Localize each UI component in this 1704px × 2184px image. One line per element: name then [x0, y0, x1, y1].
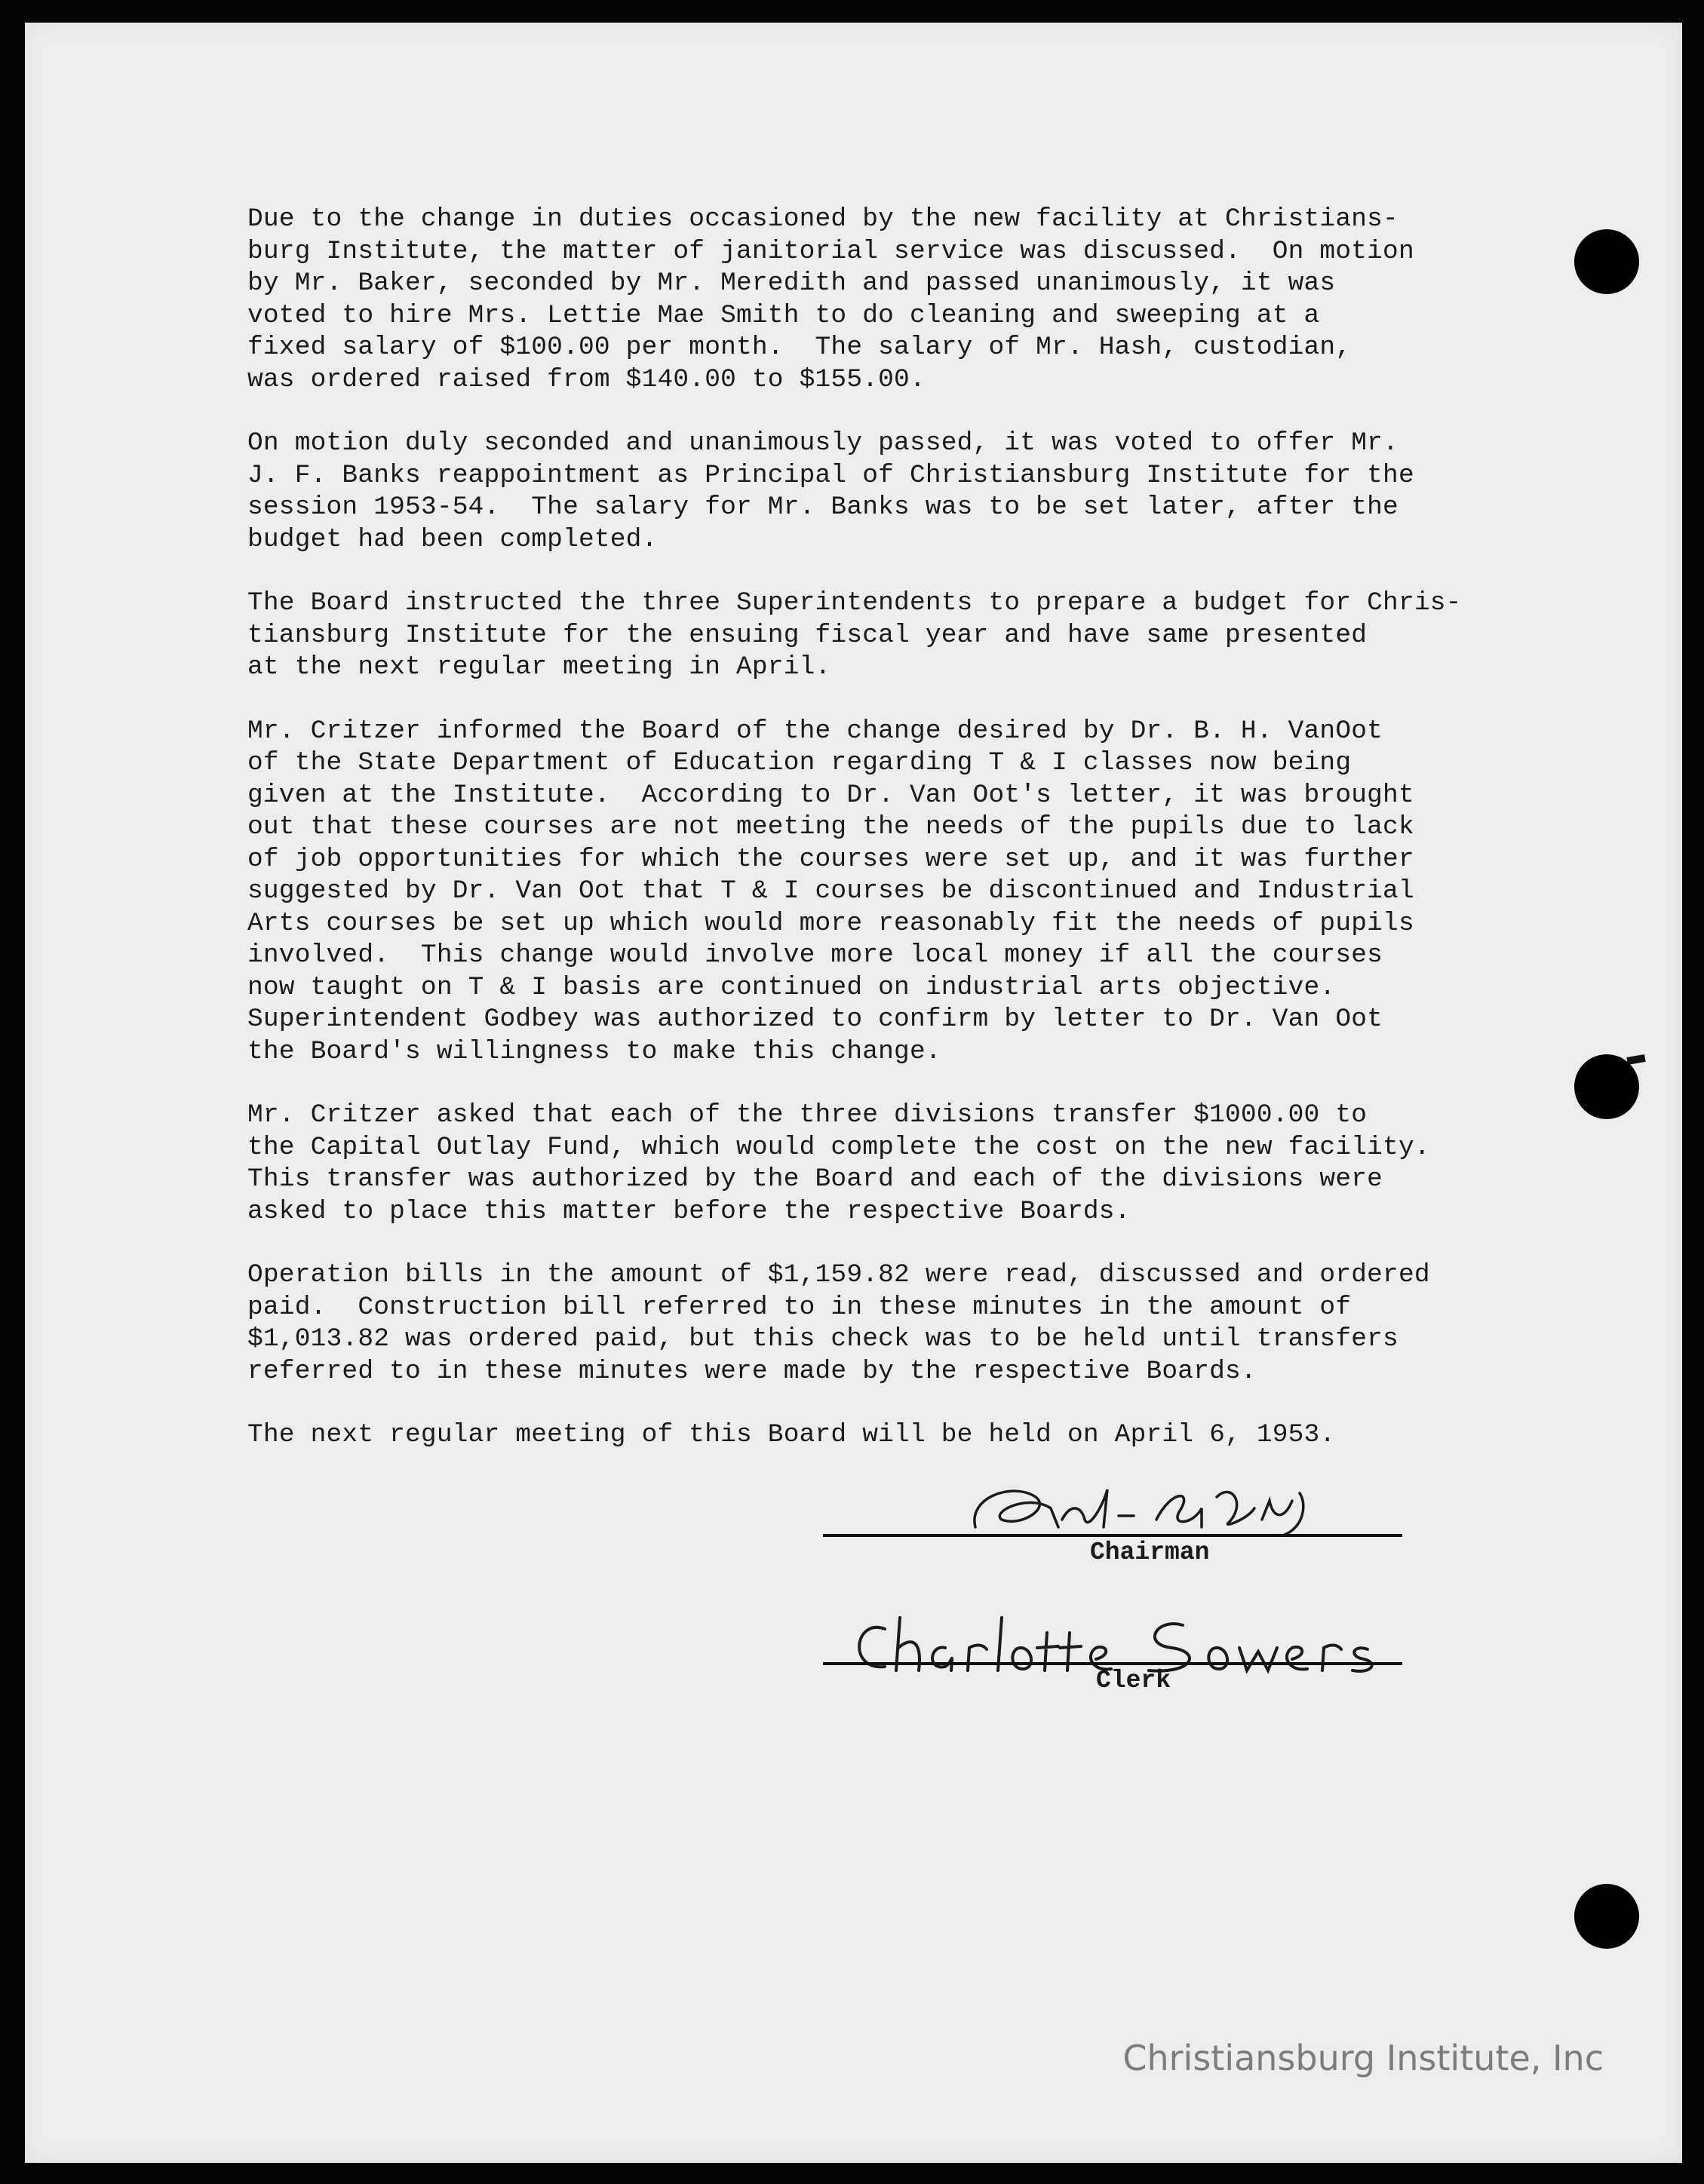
text-line: the Board's willingness to make this change.: [247, 1036, 941, 1066]
document-page: [25, 23, 1682, 2163]
text-line: suggested by Dr. Van Oot that T & I courses be discontinued and Industrial: [247, 876, 1414, 906]
text-line: at the next regular meeting in April.: [247, 652, 831, 682]
text-line: The Board instructed the three Superintendents to prepare a budget for Chris-: [247, 588, 1462, 618]
text-line: tiansburg Institute for the ensuing fiscal year and have same presented: [247, 620, 1368, 650]
text-line: by Mr. Baker, seconded by Mr. Meredith and passed unanimously, it was: [247, 268, 1336, 298]
text-line: paid. Construction bill referred to in these minutes in the amount of: [247, 1292, 1352, 1322]
text-line: Mr. Critzer asked that each of the three divisions transfer $1000.00 to: [247, 1100, 1368, 1130]
text-line: out that these courses are not meeting the needs of the pupils due to lack: [247, 812, 1414, 842]
text-line: On motion duly seconded and unanimously passed, it was voted to offer Mr.: [247, 428, 1399, 458]
text-line: the Capital Outlay Fund, which would complete the cost on the new facility.: [247, 1132, 1430, 1162]
text-line: Mr. Critzer informed the Board of the change desired by Dr. B. H. VanOot: [247, 716, 1383, 746]
text-line: now taught on T & I basis are continued on industrial arts objective.: [247, 972, 1336, 1002]
paragraph-next-meeting: [247, 1419, 1530, 1452]
text-line: fixed salary of $100.00 per month. The salary of Mr. Hash, custodian,: [247, 333, 1352, 362]
text-line: referred to in these minutes were made by the respective Boards.: [247, 1356, 1257, 1386]
chairman-signature: [930, 1474, 1352, 1542]
text-line: budget had been completed.: [247, 524, 658, 554]
paragraph-janitorial-service: [247, 204, 1530, 396]
text-line: Due to the change in duties occasioned by the new facility at Christians-: [247, 204, 1399, 234]
text-line: asked to place this matter before the respective Boards.: [247, 1196, 1131, 1226]
text-line: given at the Institute. According to Dr. Van Oot's letter, it was brought: [247, 780, 1414, 810]
text-line: burg Institute, the matter of janitorial service was discussed. On motion: [247, 236, 1414, 266]
text-line: of the State Department of Education regarding T & I classes now being: [247, 748, 1352, 778]
chairman-label: Chairman: [1090, 1538, 1210, 1566]
text-line: The next regular meeting of this Board will be held on April 6, 1953.: [247, 1420, 1336, 1449]
paragraph-budget: [247, 587, 1530, 684]
clerk-label: Clerk: [1096, 1667, 1171, 1695]
punch-hole-top: [1574, 229, 1639, 294]
text-line: Operation bills in the amount of $1,159.82 were read, discussed and ordered: [247, 1260, 1430, 1290]
text-line: J. F. Banks reappointment as Principal of Christiansburg Institute for the: [247, 460, 1414, 490]
paragraph-operation-bills: [247, 1259, 1530, 1388]
text-line: voted to hire Mrs. Lettie Mae Smith to do cleaning and sweeping at a: [247, 300, 1320, 330]
text-line: Superintendent Godbey was authorized to confirm by letter to Dr. Van Oot: [247, 1005, 1383, 1034]
clerk-signature-line: [823, 1662, 1402, 1665]
chairman-signature-line: [823, 1534, 1402, 1537]
paragraph-principal-reappointment: [247, 428, 1530, 556]
paragraph-capital-outlay: [247, 1100, 1530, 1228]
text-line: This transfer was authorized by the Board and each of the divisions were: [247, 1164, 1383, 1194]
text-line: $1,013.82 was ordered paid, but this check was to be held until transfers: [247, 1324, 1399, 1354]
text-line: of job opportunities for which the courses were set up, and it was further: [247, 844, 1414, 874]
text-line: Arts courses be set up which would more reasonably fit the needs of pupils: [247, 908, 1414, 938]
text-line: session 1953-54. The salary for Mr. Banks was to be set later, after the: [247, 492, 1399, 522]
text-line: was ordered raised from $140.00 to $155.00.: [247, 364, 926, 394]
ink-mark: [1626, 1054, 1645, 1065]
typed-minutes: [247, 204, 1530, 1483]
punch-hole-bottom: [1574, 1884, 1639, 1949]
paragraph-course-change: [247, 716, 1530, 1069]
text-line: involved. This change would involve more local money if all the courses: [247, 940, 1383, 970]
watermark: Christiansburg Institute, Inc: [1122, 2038, 1604, 2078]
